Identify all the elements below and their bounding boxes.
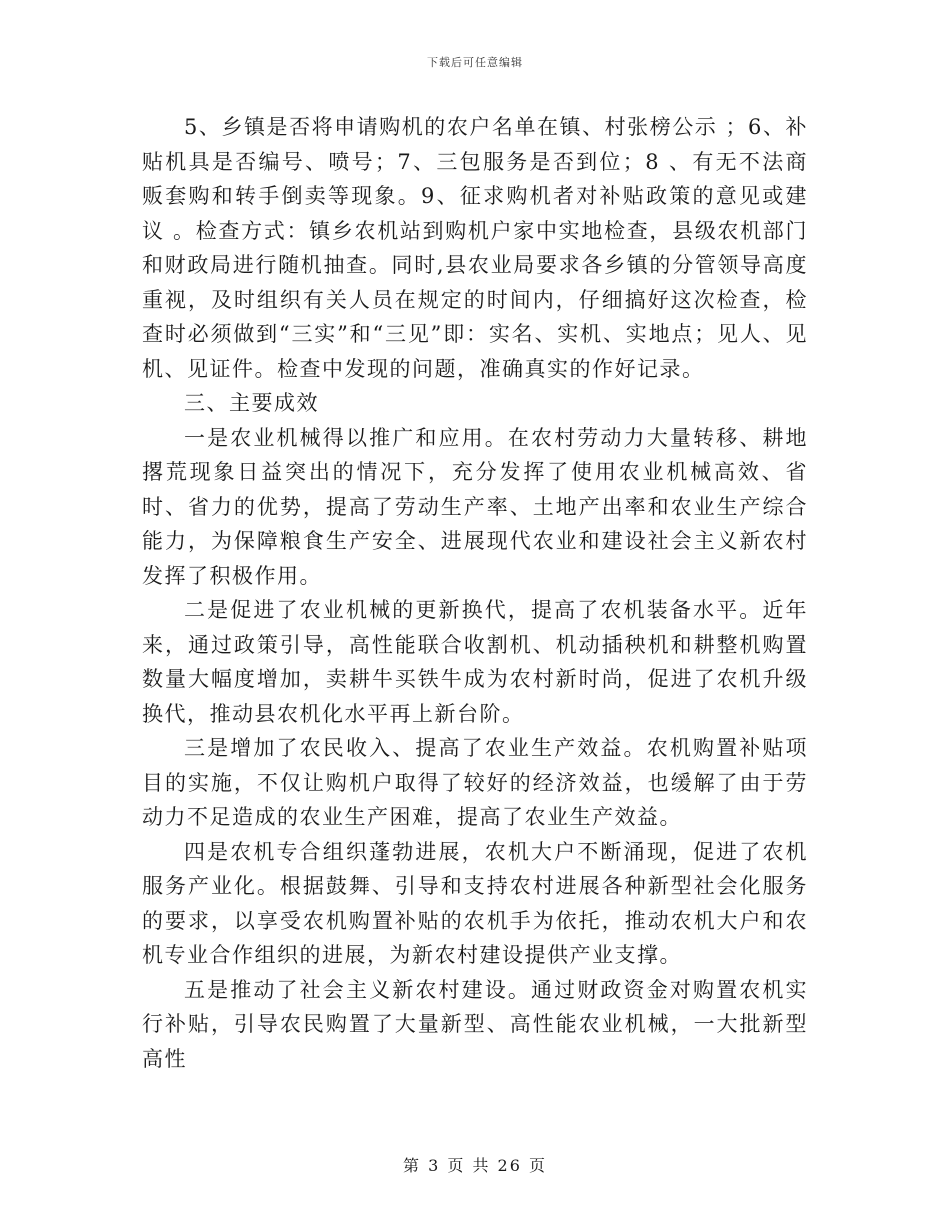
paragraph-result-2: 二是促进了农业机械的更新换代，提高了农机装备水平。近年来，通过政策引导，高性能联合收割机、机动插秧机和耕整机购置数量大幅度增加，卖耕牛买铁牛成为农村新时尚，促进了农机升级换代，推动县农机化水平再上新台阶。 xyxy=(142,598,808,726)
paragraph-result-4: 四是农机专合组织蓬勃进展，农机大户不断涌现，促进了农机服务产业化。根据鼓舞、引导和支持农村进展各种新型社会化服务的要求，以享受农机购置补贴的农机手为依托，推动农机大户和农机专业合作组织的进展，为新农村建设提供产业支撑。 xyxy=(142,839,808,967)
page-header-note: 下载后可任意编辑 xyxy=(427,56,523,69)
page-number-footer: 第 3 页 共 26 页 xyxy=(403,1156,547,1175)
paragraph-result-3: 三是增加了农民收入、提高了农业生产效益。农机购置补贴项目的实施，不仅让购机户取得了较好的经济效益，也缓解了由于劳动力不足造成的农业生产困难，提高了农业生产效益。 xyxy=(142,736,808,829)
paragraph-inspection-items: 5、乡镇是否将申请购机的农户名单在镇、村张榜公示 ；6、补贴机具是否编号、喷号；7、三包服务是否到位；8 、有无不法商贩套购和转手倒卖等现象。9、征求购机者对补贴政策的意见或建议 。检查方式：镇乡农机站到购机户家中实地检查，县级农机部门和财政局进行随机抽查。同时,县农业局要求各乡镇的分管领导高度重视，及时组织有关人员在规定的时间内，仔细搞好这次检查，检查时必须做到“三实”和“三见”即：实名、实机、实地点；见人、见机、见证件。检查中发现的问题，准确真实的作好记录。 xyxy=(142,115,808,381)
document-body xyxy=(142,110,808,1076)
paragraph-result-1: 一是农业机械得以推广和应用。在农村劳动力大量转移、耕地撂荒现象日益突出的情况下，充分发挥了使用农业机械高效、省时、省力的优势，提高了劳动生产率、土地产出率和农业生产综合能力，为保障粮食生产安全、进展现代农业和建设社会主义新农村发挥了积极作用。 xyxy=(142,425,808,588)
paragraph-result-5: 五是推动了社会主义新农村建设。通过财政资金对购置农机实行补贴，引导农民购置了大量新型、高性能农业机械，一大批新型高性 xyxy=(142,977,808,1071)
section-heading-main-results: 三、主要成效 xyxy=(184,391,319,415)
